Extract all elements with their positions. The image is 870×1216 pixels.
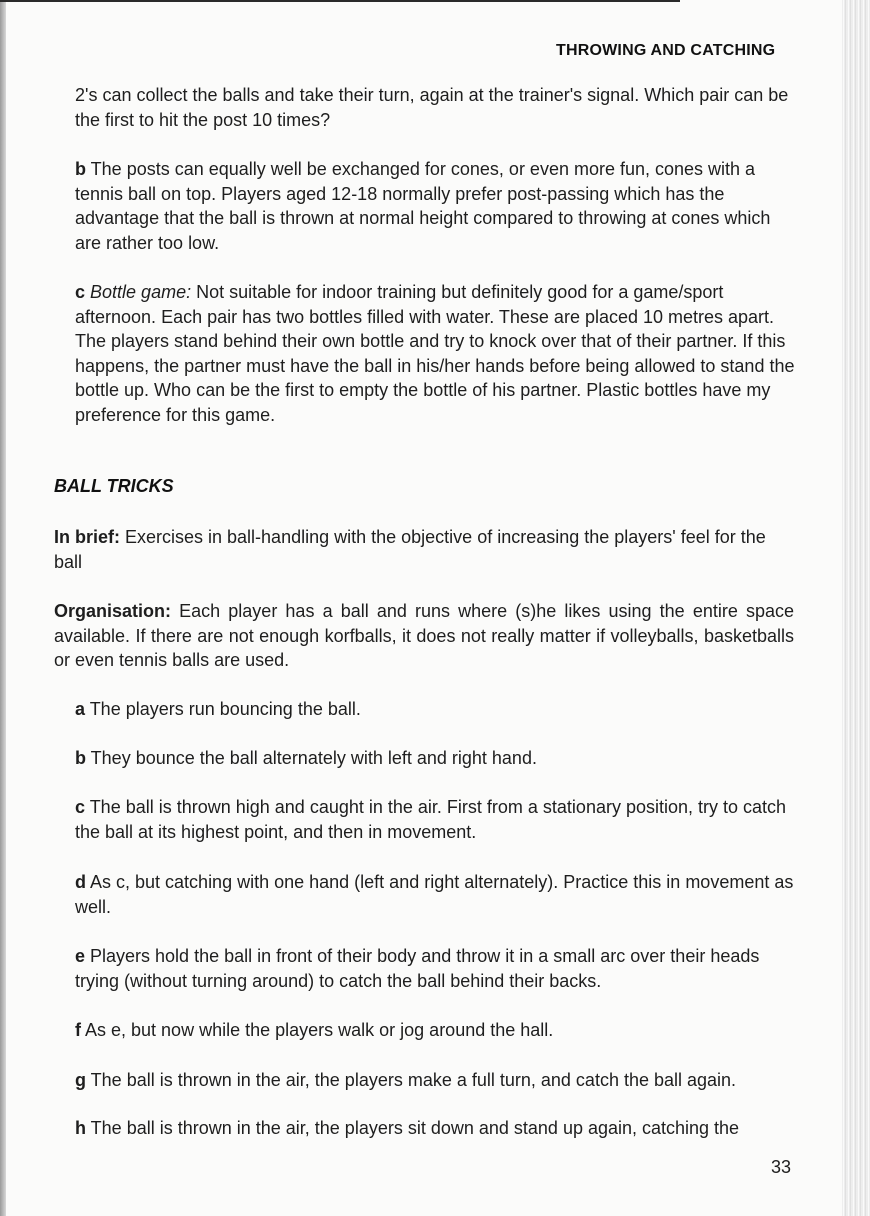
item-text: The ball is thrown in the air, the players make a full turn, and catch the ball again.: [86, 1070, 737, 1090]
organisation-paragraph: [54, 599, 794, 673]
list-item-d: [75, 870, 795, 919]
item-letter: a: [75, 699, 86, 719]
item-letter: h: [75, 1118, 86, 1138]
item-text: They bounce the ball alternately with left and right hand.: [86, 748, 537, 768]
item-letter: e: [75, 946, 86, 966]
list-item-c: [75, 795, 795, 844]
continuation-paragraph: 2's can collect the balls and take their turn, again at the trainer's signal. Which pair can be the first to hit the post 10 times?: [75, 85, 789, 130]
section-heading: BALL TRICKS: [54, 476, 174, 496]
item-text: Players hold the ball in front of their body and throw it in a small arc over their heads trying (without turning around) to catch the ball behind their backs.: [75, 946, 760, 991]
item-text: The players run bouncing the ball.: [85, 699, 361, 719]
list-item-b: [75, 746, 795, 771]
list-item-c-bottle-game: [75, 280, 795, 428]
item-text: The ball is thrown high and caught in the air. First from a stationary position, try to catch the ball at its highest point, and then in movement.: [75, 797, 787, 842]
organisation-text: Each player has a ball and runs where (s)he likes using the entire space available. If there are not enough korfballs, it does not really matter if volleyballs, basketballs or even tennis balls are used.: [54, 601, 794, 671]
page-number: 33: [771, 1157, 792, 1177]
running-header: THROWING AND CATCHING: [556, 42, 776, 59]
list-item-h: [75, 1116, 795, 1141]
item-text: The ball is thrown in the air, the players sit down and stand up again, catching the: [86, 1118, 740, 1138]
item-letter: c: [75, 282, 86, 302]
item-text: The posts can equally well be exchanged for cones, or even more fun, cones with a tennis ball on top. Players aged 12-18 normally prefer post-passing which has the advantage that the ball is thrown at normal height compared to throwing at cones which are rather too low.: [75, 159, 771, 253]
item-letter: b: [75, 748, 86, 768]
page-stack-edge: [842, 0, 870, 1216]
organisation-label: Organisation:: [54, 601, 172, 621]
list-item-g: [75, 1068, 795, 1093]
item-letter: g: [75, 1070, 86, 1090]
list-item-a: [75, 697, 795, 722]
list-item-f: [75, 1018, 795, 1043]
item-title: Bottle game:: [90, 282, 192, 302]
item-letter: b: [75, 159, 86, 179]
in-brief-paragraph: [54, 525, 794, 574]
page-top-edge: [0, 0, 680, 2]
list-item-e: [75, 944, 795, 993]
item-text: As c, but catching with one hand (left and right alternately). Practice this in movement as well.: [75, 872, 794, 917]
item-text: Not suitable for indoor training but definitely good for a game/sport afternoon. Each pair has two bottles filled with water. These are placed 10 metres apart. The players stand behind their own bottle and try to knock over that of their partner. If this happens, the partner must have the ball in his/her hands before being allowed to stand the bottle up. Who can be the first to empty the bottle of his partner. Plastic bottles have my preference for this game.: [75, 282, 795, 425]
item-letter: c: [75, 797, 86, 817]
item-letter: f: [75, 1020, 81, 1040]
item-letter: d: [75, 872, 86, 892]
in-brief-text: Exercises in ball-handling with the objective of increasing the players' feel for the ball: [54, 527, 766, 572]
list-item-b-posts: [75, 157, 795, 255]
in-brief-label: In brief:: [54, 527, 120, 547]
item-text: As e, but now while the players walk or jog around the hall.: [81, 1020, 554, 1040]
page-binding-edge: [0, 0, 6, 1216]
